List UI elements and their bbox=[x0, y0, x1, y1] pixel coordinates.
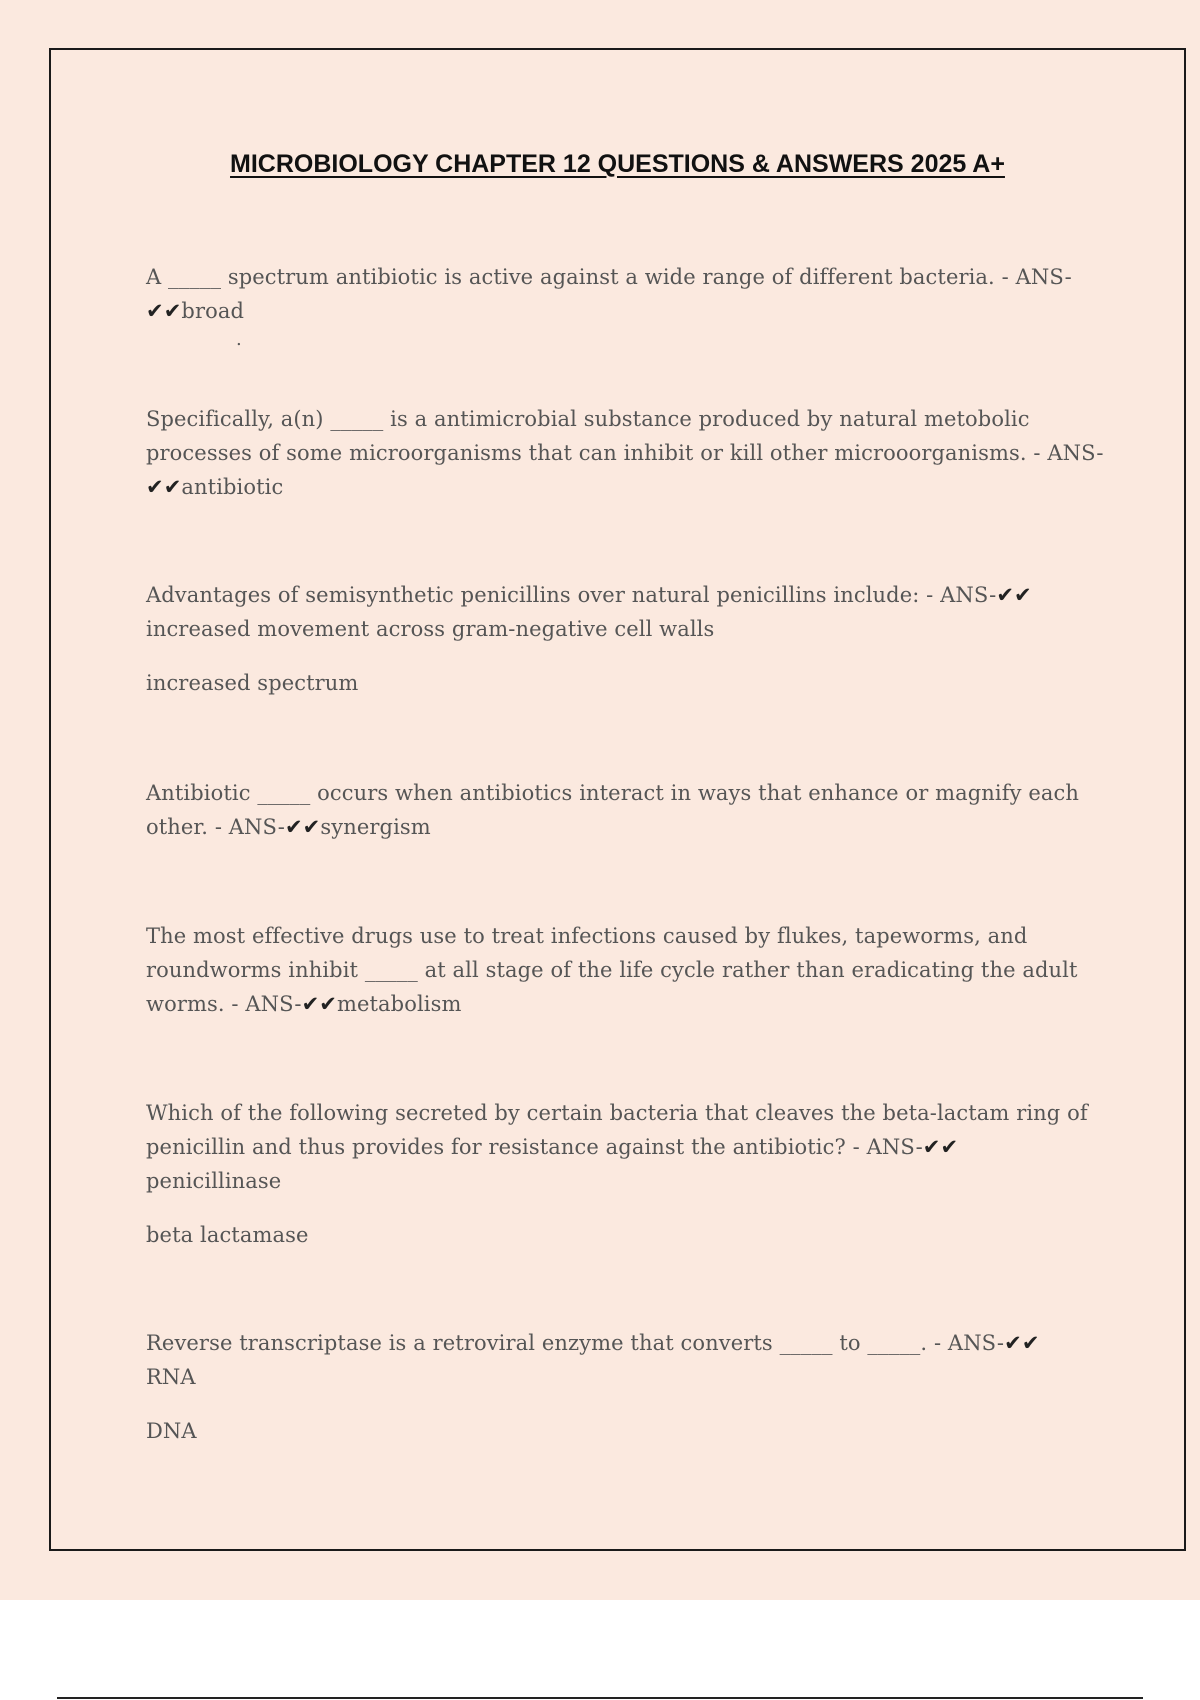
question-text: Reverse transcriptase is a retroviral enzyme that converts _____ to _____. - ANS-✔✔ RNA bbox=[146, 1331, 1040, 1389]
check-marks-icon: ✔✔ bbox=[146, 299, 182, 323]
stray-dot: . bbox=[236, 329, 242, 350]
qa-item bbox=[146, 1096, 1136, 1252]
check-marks-icon: ✔✔ bbox=[996, 583, 1032, 607]
answer-text: RNA bbox=[146, 1365, 196, 1389]
qa-item bbox=[146, 776, 1136, 844]
answer-text: antibiotic bbox=[181, 475, 284, 499]
check-marks-icon: ✔✔ bbox=[922, 1135, 959, 1159]
qa-item bbox=[146, 578, 1136, 700]
question-text: Which of the following secreted by certain bacteria that cleaves the beta-lactam ring of penicillin and thus provides for resistance against the antibiotic? - ANS-✔✔ penicillinase bbox=[146, 1101, 1088, 1193]
question-text: The most effective drugs use to treat infections caused by flukes, tapeworms, and roundworms inhibit _____ at all stage of the life cycle rather than eradicating the adult worms. - ANS-✔✔metabolism bbox=[146, 924, 1078, 1016]
qa-item bbox=[146, 402, 1136, 504]
answer-text-extra: beta lactamase bbox=[146, 1223, 309, 1247]
document-frame bbox=[49, 48, 1186, 1551]
check-marks-icon: ✔✔ bbox=[301, 992, 337, 1016]
footer-divider bbox=[57, 1697, 1143, 1699]
answer-text: metabolism bbox=[336, 992, 462, 1016]
question-text: Advantages of semisynthetic penicillins over natural penicillins include: - ANS-✔✔ increased movement across gram-negative cell walls bbox=[146, 583, 1032, 641]
answer-text: synergism bbox=[320, 815, 431, 839]
qa-item bbox=[146, 1326, 1136, 1448]
check-marks-icon: ✔✔ bbox=[1004, 1331, 1040, 1355]
answer-text: broad bbox=[181, 299, 244, 323]
answer-text-extra: increased spectrum bbox=[146, 671, 359, 695]
check-marks-icon: ✔✔ bbox=[284, 815, 321, 839]
qa-item bbox=[146, 919, 1136, 1021]
question-text: Specifically, a(n) _____ is a antimicrobial substance produced by natural metobolic processes of some microorganisms that can inhibit or kill other microoorganisms. - ANS-✔✔antibiotic bbox=[146, 407, 1104, 499]
question-text: A _____ spectrum antibiotic is active against a wide range of different bacteria. - ANS-✔✔broad bbox=[146, 265, 1072, 323]
document-title: MICROBIOLOGY CHAPTER 12 QUESTIONS & ANSWERS 2025 A+ bbox=[230, 150, 1005, 178]
answer-text: increased movement across gram-negative cell walls bbox=[146, 617, 715, 641]
question-text: Antibiotic _____ occurs when antibiotics interact in ways that enhance or magnify each other. - ANS-✔✔synergism bbox=[146, 781, 1079, 839]
check-marks-icon: ✔✔ bbox=[146, 475, 182, 499]
qa-item bbox=[146, 260, 1136, 352]
answer-text-extra: DNA bbox=[146, 1419, 197, 1443]
answer-text: penicillinase bbox=[146, 1169, 282, 1193]
